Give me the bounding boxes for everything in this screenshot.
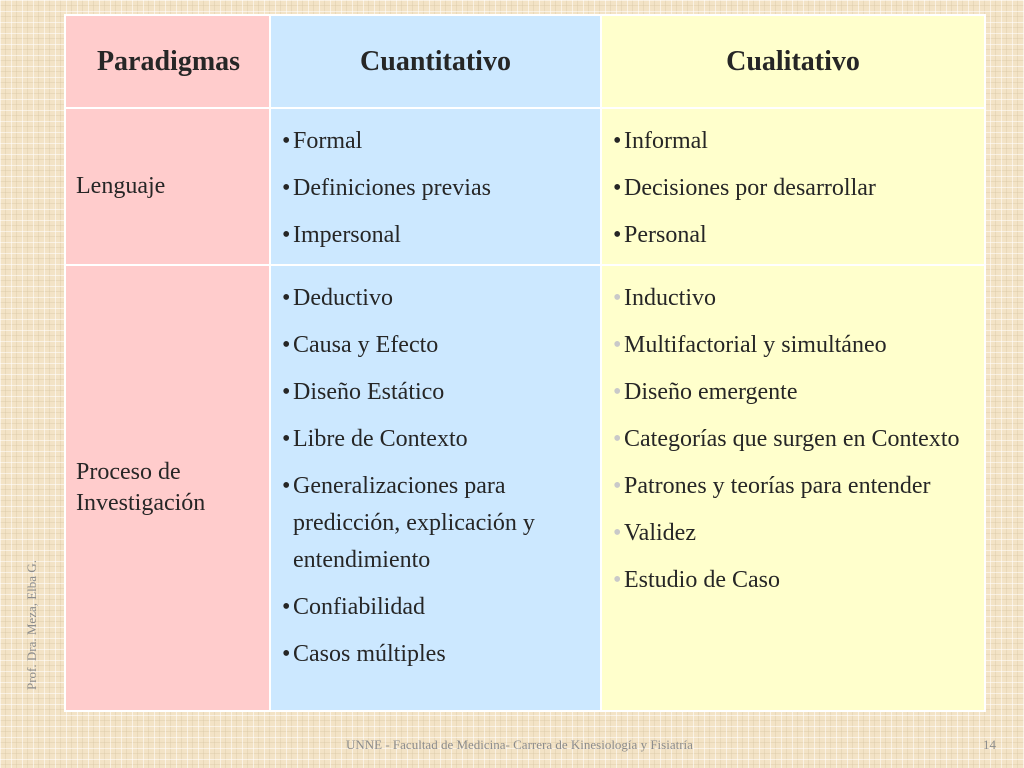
bullet-icon: • xyxy=(613,128,622,154)
proceso-cuantitativo-cell xyxy=(270,265,601,711)
table-row-proceso xyxy=(65,265,985,711)
list-item-text: Impersonal xyxy=(293,222,401,248)
list-item-text: Inductivo xyxy=(624,285,716,311)
bullet-icon: • xyxy=(282,641,291,667)
list-item-text: Diseño Estático xyxy=(293,379,445,405)
list-item xyxy=(613,170,980,207)
bullet-icon: • xyxy=(613,473,622,499)
bullet-icon: • xyxy=(282,379,291,405)
list-item xyxy=(613,280,980,317)
list-item xyxy=(613,123,980,160)
bullet-icon: • xyxy=(613,332,622,358)
list-item xyxy=(613,562,980,599)
bullet-icon: • xyxy=(613,426,622,452)
list-item xyxy=(282,170,596,207)
list-item-text: Decisiones por desarrollar xyxy=(624,175,876,201)
list-item-text: Validez xyxy=(624,520,696,546)
bullet-icon: • xyxy=(282,473,291,499)
bullet-icon: • xyxy=(613,222,622,248)
page-number: 14 xyxy=(983,737,996,752)
list-item-text: Casos múltiples xyxy=(293,641,446,667)
list-item xyxy=(282,636,596,673)
lenguaje-cuantitativo-cell xyxy=(270,108,601,265)
list-item xyxy=(613,468,980,505)
list-item xyxy=(282,217,596,254)
list-item-text: Formal xyxy=(293,128,363,154)
list-item xyxy=(282,468,596,579)
bullet-icon: • xyxy=(282,222,291,248)
bullet-icon: • xyxy=(613,175,622,201)
list-item xyxy=(282,589,596,626)
row-label-proceso: Proceso de Investigación xyxy=(65,265,270,711)
list-item xyxy=(613,374,980,411)
bullet-icon: • xyxy=(282,285,291,311)
list-item-text: Deductivo xyxy=(293,285,393,311)
header-cuantitativo: Cuantitativo xyxy=(270,15,601,108)
list-item xyxy=(613,217,980,254)
list-item xyxy=(282,280,596,317)
list-item-text: Causa y Efecto xyxy=(293,332,439,358)
list-item-text: Generalizaciones para predicción, explicación y entendimiento xyxy=(293,473,535,573)
list-item-text: Informal xyxy=(624,128,708,154)
list-item xyxy=(613,515,980,552)
paradigms-table xyxy=(64,14,986,712)
list-item xyxy=(282,421,596,458)
list-item xyxy=(613,327,980,364)
row-label-lenguaje: Lenguaje xyxy=(65,108,270,265)
list-item-text: Patrones y teorías para entender xyxy=(624,473,931,499)
lenguaje-cualitativo-cell xyxy=(601,108,985,265)
footer-text: UNNE - Facultad de Medicina- Carrera de Kinesiología y Fisiatría xyxy=(346,737,693,752)
bullet-icon: • xyxy=(282,426,291,452)
bullet-icon: • xyxy=(282,332,291,358)
list-item-text: Personal xyxy=(624,222,707,248)
proceso-cuantitativo-list xyxy=(282,280,596,673)
list-item-text: Diseño emergente xyxy=(624,379,798,405)
bullet-icon: • xyxy=(613,379,622,405)
bullet-icon: • xyxy=(282,175,291,201)
list-item-text: Categorías que surgen en Contexto xyxy=(624,426,960,452)
list-item xyxy=(613,421,980,458)
bullet-icon: • xyxy=(613,285,622,311)
list-item xyxy=(282,374,596,411)
list-item-text: Confiabilidad xyxy=(293,594,425,620)
list-item-text: Definiciones previas xyxy=(293,175,491,201)
bullet-icon: • xyxy=(613,567,622,593)
bullet-icon: • xyxy=(613,520,622,546)
lenguaje-cualitativo-list xyxy=(613,123,980,254)
list-item-text: Estudio de Caso xyxy=(624,567,780,593)
slide-footer xyxy=(0,737,1024,755)
table-header-row xyxy=(65,15,985,108)
table-row-lenguaje xyxy=(65,108,985,265)
bullet-icon: • xyxy=(282,594,291,620)
list-item xyxy=(282,327,596,364)
proceso-cualitativo-cell xyxy=(601,265,985,711)
list-item-text: Multifactorial y simultáneo xyxy=(624,332,887,358)
lenguaje-cuantitativo-list xyxy=(282,123,596,254)
proceso-cualitativo-list xyxy=(613,280,980,599)
author-side-text: Prof. Dra. Meza, Elba G. xyxy=(24,560,39,690)
bullet-icon: • xyxy=(282,128,291,154)
list-item-text: Libre de Contexto xyxy=(293,426,468,452)
header-paradigmas: Paradigmas xyxy=(65,15,270,108)
header-cualitativo: Cualitativo xyxy=(601,15,985,108)
list-item xyxy=(282,123,596,160)
